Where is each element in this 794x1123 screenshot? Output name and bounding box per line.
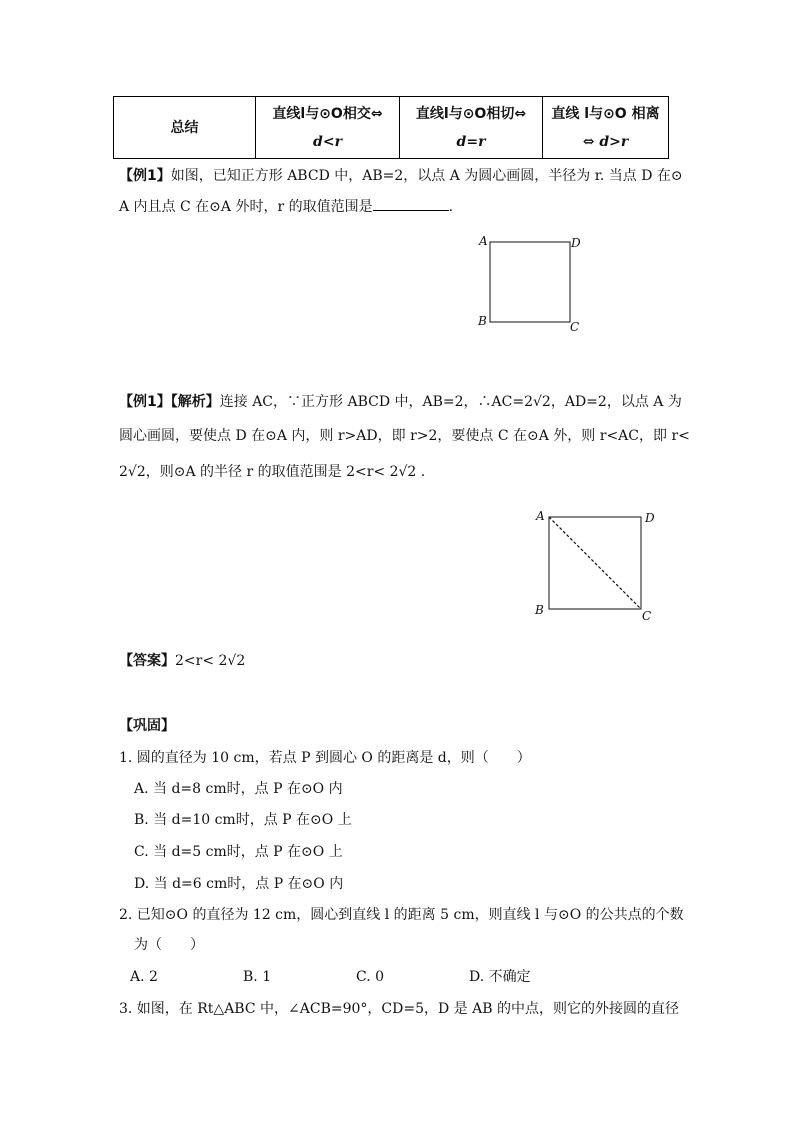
analysis-tag1: 【例1】	[119, 394, 171, 410]
analysis-text3: 2√2，则⊙A 的半径 r 的取值范围是 2<r< 2√2 .	[119, 464, 426, 480]
tangent-line1: 直线l与⊙O相切⇔	[415, 105, 527, 122]
question-2-line1: 2. 已知⊙O 的直径为 12 cm，圆心到直线 l 的距离 5 cm，则直线 l 与⊙O 的公共点的个数	[119, 907, 684, 923]
analysis-text2: 圆心画圆，要使点 D 在⊙A 内，则 r>AD，即 r>2，要使点 C 在⊙A 外，则 r<AC，即 r<	[119, 428, 690, 444]
analysis-line2	[119, 426, 690, 446]
example1-text2: A 内且点 C 在⊙A 外时，r 的取值范围是	[119, 199, 373, 215]
fig2-label-b: B	[535, 603, 544, 617]
summary-intersect-cell	[256, 97, 400, 159]
fig1-label-b: B	[478, 314, 487, 328]
summary-header: 总结	[170, 119, 199, 136]
summary-separate-cell	[543, 97, 669, 159]
summary-tangent-cell	[400, 97, 543, 159]
fig1-label-c: C	[570, 320, 580, 334]
q1-option-d: D. 当 d=6 cm时，点 P 在⊙O 内	[134, 876, 344, 892]
square-figure-1	[476, 232, 586, 332]
analysis-text1: 连接 AC，∵正方形 ABCD 中，AB=2，∴AC=2√2，AD=2，以点 A 为	[219, 394, 682, 410]
q2-option-d: D. 不确定	[469, 969, 531, 985]
answer-line	[119, 651, 245, 671]
fig2-label-c: C	[642, 609, 652, 623]
separate-line2: ⇔ d>r	[582, 133, 629, 150]
summary-table	[113, 96, 669, 159]
example1-line1	[119, 166, 683, 186]
q1-option-a: A. 当 d=8 cm时，点 P 在⊙O 内	[134, 781, 343, 797]
q2-option-b: B. 1	[243, 969, 272, 985]
fig2-label-a: A	[536, 509, 545, 523]
square-abcd	[490, 242, 570, 322]
square-figure-2	[533, 507, 663, 622]
diagonal-ac	[549, 517, 641, 609]
q1-option-c: C. 当 d=5 cm时，点 P 在⊙O 上	[134, 844, 343, 860]
tangent-line2: d=r	[456, 133, 486, 150]
example1-tag: 【例1】	[119, 168, 171, 184]
analysis-line1	[119, 392, 682, 412]
summary-header-cell	[114, 97, 256, 159]
analysis-line3	[119, 462, 425, 482]
fig1-label-d: D	[571, 236, 581, 250]
analysis-tag2: 【解析】	[170, 394, 220, 410]
q2-option-a: A. 2	[130, 969, 158, 985]
intersect-line2: d<r	[313, 133, 342, 150]
example1-text1: 如图，已知正方形 ABCD 中，AB=2，以点 A 为圆心画圆，半径为 r. 当点 D 在⊙	[170, 168, 683, 184]
question-2-line2: 为（ ）	[134, 937, 204, 953]
answer-tag: 【答案】	[119, 653, 175, 669]
consolidate-heading: 【巩固】	[119, 718, 175, 734]
example1-line2-end: .	[448, 199, 454, 215]
fig2-label-d: D	[645, 511, 655, 525]
q2-option-c: C. 0	[356, 969, 385, 985]
intersect-line1: 直线l与⊙O相交⇔	[272, 105, 383, 122]
question-3-line1: 3. 如图，在 Rt△ABC 中，∠ACB=90°，CD=5，D 是 AB 的中点，则它的外接圆的直径	[119, 1001, 679, 1017]
question-1: 1. 圆的直径为 10 cm，若点 P 到圆心 O 的距离是 d，则（ ）	[119, 750, 531, 766]
example1-line2	[119, 197, 453, 217]
q1-option-b: B. 当 d=10 cm时，点 P 在⊙O 上	[134, 812, 352, 828]
fig1-label-a: A	[479, 234, 488, 248]
separate-line1: 直线 l与⊙O 相离	[551, 105, 660, 122]
answer-blank	[373, 198, 449, 211]
answer-text: 2<r< 2√2	[175, 653, 246, 669]
